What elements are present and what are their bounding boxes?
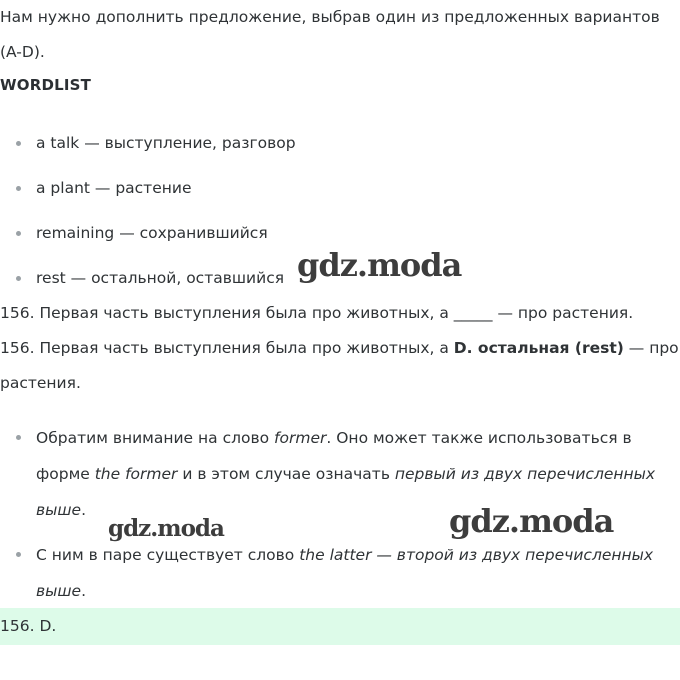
answer-suffix: — про растения. [0, 339, 679, 392]
note-run: . [81, 582, 87, 600]
watermark: gdz.moda [108, 515, 224, 542]
bullet-icon [16, 435, 21, 440]
wordlist-item-text: rest — остальной, оставшийся [36, 269, 285, 287]
watermark: gdz.moda [297, 246, 462, 284]
wordlist-heading: WORDLIST [0, 76, 92, 94]
note-run: С ним в паре существует слово [36, 546, 300, 564]
final-answer: 156. D. [0, 608, 680, 645]
note-emphasis: первый из двух перечисленных выше [36, 465, 656, 519]
bullet-icon [16, 552, 21, 557]
answer-choice: D. остальная (rest) [453, 339, 624, 357]
answer-prefix: 156. Первая часть выступления была про животных, а [0, 339, 454, 357]
bullet-icon [16, 186, 21, 191]
bullet-icon [16, 141, 21, 146]
intro-text: Нам нужно дополнить предложение, выбрав один из предложенных вариантов (A-D). [0, 8, 660, 61]
question-text: 156. Первая часть выступления была про животных, а _____ — про растения. [0, 304, 634, 322]
note-run: . [81, 501, 87, 519]
note-emphasis: the latter — второй из двух перечисленных выше [36, 546, 654, 600]
note-run: . Оно может также использоваться в форме [36, 429, 632, 483]
wordlist-item-text: a plant — растение [36, 179, 192, 197]
note-emphasis: the former [94, 465, 178, 483]
note-run: и в этом случае означать [177, 465, 395, 483]
watermark: gdz.moda [449, 502, 614, 540]
note-text [36, 537, 676, 609]
wordlist-item-text: a talk — выступление, разговор [36, 134, 296, 152]
note-emphasis: former [274, 429, 327, 447]
answer-text [0, 331, 680, 401]
wordlist-item-text: remaining — сохранившийся [36, 224, 268, 242]
bullet-icon [16, 276, 21, 281]
note-run: Обратим внимание на слово [36, 429, 275, 447]
bullet-icon [16, 231, 21, 236]
